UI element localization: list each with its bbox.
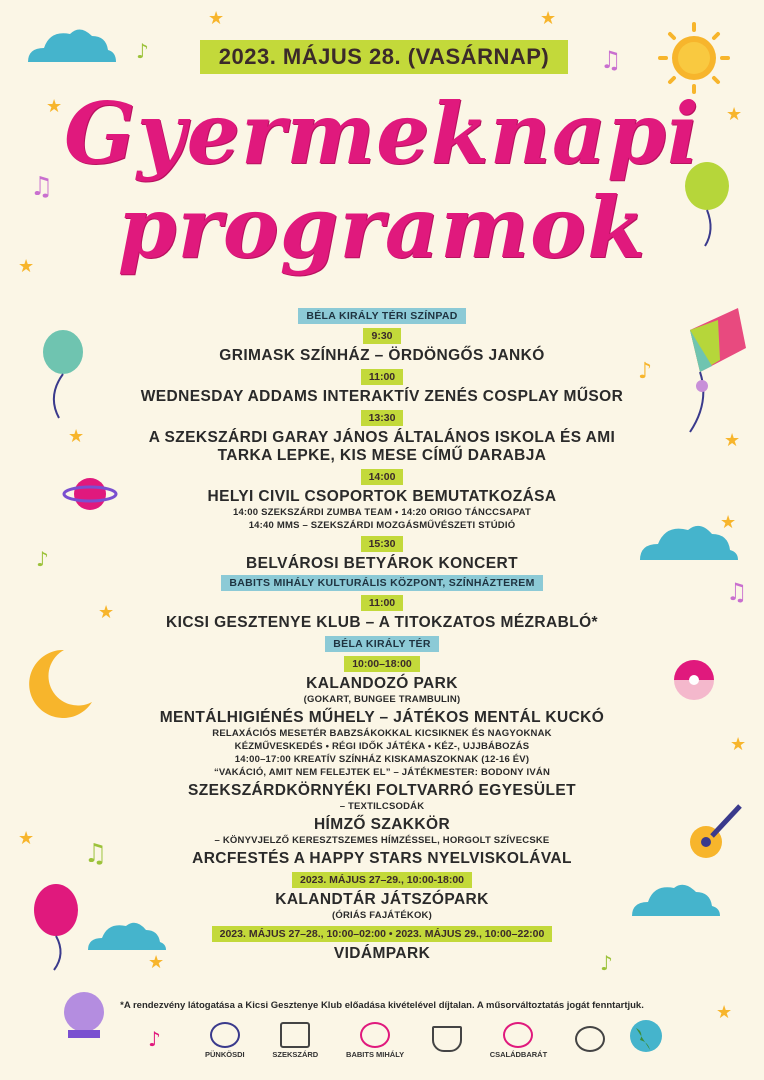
logo-csaladbarat	[490, 1022, 548, 1059]
event-title: A SZEKSZÁRDI GARAY JÁNOS ÁLTALÁNOS ISKOLA ÉS AMI	[148, 429, 616, 446]
logo-shield	[432, 1026, 462, 1054]
music-note-icon: ♫	[726, 578, 748, 606]
logo-circle	[575, 1026, 605, 1054]
balloon-icon	[43, 330, 83, 418]
event-title: HELYI CIVIL CSOPORTOK BEMUTATKOZÁSA	[207, 488, 557, 505]
event-title: BELVÁROSI BETYÁROK KONCERT	[246, 555, 518, 572]
svg-text:★: ★	[18, 256, 35, 277]
sun-icon	[660, 24, 728, 92]
page-title-line2: programok	[117, 178, 647, 277]
time-badge: 11:00	[361, 595, 403, 611]
music-note-icon: ♫	[84, 839, 108, 869]
music-note-icon: ♫	[600, 46, 622, 74]
program-list	[100, 306, 664, 963]
event-detail: 14:00–17:00 KREATÍV SZÍNHÁZ KISKAMASZOKNAK (12-16 ÉV)	[234, 754, 530, 765]
time-badge: 2023. MÁJUS 27–29., 10:00-18:00	[292, 872, 472, 888]
time-badge: 10:00–18:00	[344, 656, 420, 672]
sponsor-logos	[205, 1020, 605, 1060]
event-title: KALANDOZÓ PARK	[306, 675, 458, 692]
kite-icon	[690, 308, 746, 432]
svg-text:★: ★	[726, 104, 743, 125]
logo-punkosdi	[205, 1022, 245, 1059]
moon-icon	[29, 650, 92, 718]
date-banner: 2023. MÁJUS 28. (VASÁRNAP)	[200, 40, 568, 74]
ball-icon	[674, 660, 714, 700]
guitar-icon	[690, 806, 740, 858]
event-detail: 14:00 SZEKSZÁRDI ZUMBA TEAM • 14:20 ORIGO TÁNCCSAPAT	[232, 507, 532, 518]
svg-text:★: ★	[98, 602, 115, 623]
event-title: ARCFESTÉS A HAPPY STARS NYELVISKOLÁVAL	[192, 850, 572, 867]
event-title: WEDNESDAY ADDAMS INTERAKTÍV ZENÉS COSPLAY MŰSOR	[140, 388, 624, 405]
venue-label: BÉLA KIRÁLY TÉRI SZÍNPAD	[298, 308, 465, 324]
music-note-icon: ♪	[36, 547, 49, 571]
event-title: GRIMASK SZÍNHÁZ – ÖRDÖNGŐS JANKÓ	[219, 347, 545, 364]
event-detail: “VAKÁCIÓ, AMIT NEM FELEJTEK EL” – JÁTÉKMESTER: BODONY IVÁN	[213, 767, 551, 778]
event-title: TARKA LEPKE, KIS MESE CÍMŰ DARABJA	[217, 447, 547, 464]
time-badge: 2023. MÁJUS 27–28., 10:00–02:00 • 2023. MÁJUS 29., 10:00–22:00	[212, 926, 553, 942]
time-badge: 11:00	[361, 369, 403, 385]
music-note-icon: ♪	[148, 1027, 161, 1051]
svg-text:★: ★	[720, 512, 737, 533]
svg-text:★: ★	[18, 828, 35, 849]
logo-babits	[346, 1022, 404, 1059]
event-detail: KÉZMŰVESKEDÉS • RÉGI IDŐK JÁTÉKA • KÉZ-, UJJBÁBOZÁS	[234, 741, 530, 752]
logo-label: BABITS MIHÁLY	[346, 1049, 405, 1059]
globe-icon	[630, 1020, 662, 1052]
svg-text:★: ★	[68, 426, 85, 447]
venue-label: BÉLA KIRÁLY TÉR	[325, 636, 438, 652]
event-title: MENTÁLHIGIÉNÉS MŰHELY – JÁTÉKOS MENTÁL KUCKÓ	[159, 709, 605, 726]
crystal-ball-icon	[64, 992, 104, 1038]
balloon-icon	[34, 884, 78, 970]
event-detail: RELAXÁCIÓS MESETÉR BABZSÁKOKKAL KICSIKNEK ÉS NAGYOKNAK	[212, 728, 552, 739]
svg-text:♫: ♫	[30, 172, 54, 202]
svg-text:★: ★	[716, 1002, 733, 1023]
svg-text:★: ★	[148, 952, 165, 973]
page-title-line1: Gyermeknapi	[64, 84, 700, 183]
venue-label: BABITS MIHÁLY KULTURÁLIS KÖZPONT, SZÍNHÁZTEREM	[221, 575, 542, 591]
event-title: SZEKSZÁRDKÖRNYÉKI FOLTVARRÓ EGYESÜLET	[188, 782, 576, 799]
event-title: KALANDTÁR JÁTSZÓPARK	[275, 891, 489, 908]
time-badge: 15:30	[361, 536, 404, 552]
event-detail: 14:40 MMS – SZEKSZÁRDI MOZGÁSMŰVÉSZETI STÚDIÓ	[248, 520, 516, 531]
music-note-icon: ♪	[638, 359, 653, 384]
music-note-icon: ♪	[136, 39, 149, 63]
time-badge: 14:00	[361, 469, 404, 485]
event-detail: (ÓRIÁS FAJÁTÉKOK)	[332, 910, 432, 921]
svg-text:★: ★	[540, 8, 557, 29]
svg-text:★: ★	[724, 430, 741, 451]
logo-label: CSALÁDBARÁT	[489, 1049, 548, 1059]
event-title: HÍMZŐ SZAKKÖR	[313, 816, 451, 833]
event-detail: – TEXTILCSODÁK	[339, 801, 425, 812]
logo-szekszard	[272, 1022, 318, 1059]
cloud-icon	[26, 29, 116, 62]
svg-text:★: ★	[46, 96, 63, 117]
logo-label: SZEKSZÁRD	[272, 1049, 319, 1059]
time-badge: 9:30	[363, 328, 400, 344]
event-title: VIDÁMPARK	[333, 945, 431, 962]
event-title: KICSI GESZTENYE KLUB – A TITOKZATOS MÉZRABLÓ*	[166, 614, 598, 631]
svg-text:★: ★	[730, 734, 747, 755]
event-detail: – KÖNYVJELZŐ KERESZTSZEMES HÍMZÉSSEL, HORGOLT SZÍVECSKE	[214, 835, 550, 846]
footnote: *A rendezvény látogatása a Kicsi Gesztenye Klub előadása kivételével díjtalan. A műsorváltoztatás jogát fenntartjuk.	[120, 1000, 644, 1011]
logo-label: PÜNKÖSDI	[205, 1049, 245, 1059]
music-note-icon: ♪	[600, 951, 613, 975]
time-badge: 13:30	[361, 410, 404, 426]
event-detail: (GOKART, BUNGEE TRAMBULIN)	[303, 694, 461, 705]
svg-text:★: ★	[208, 8, 225, 29]
